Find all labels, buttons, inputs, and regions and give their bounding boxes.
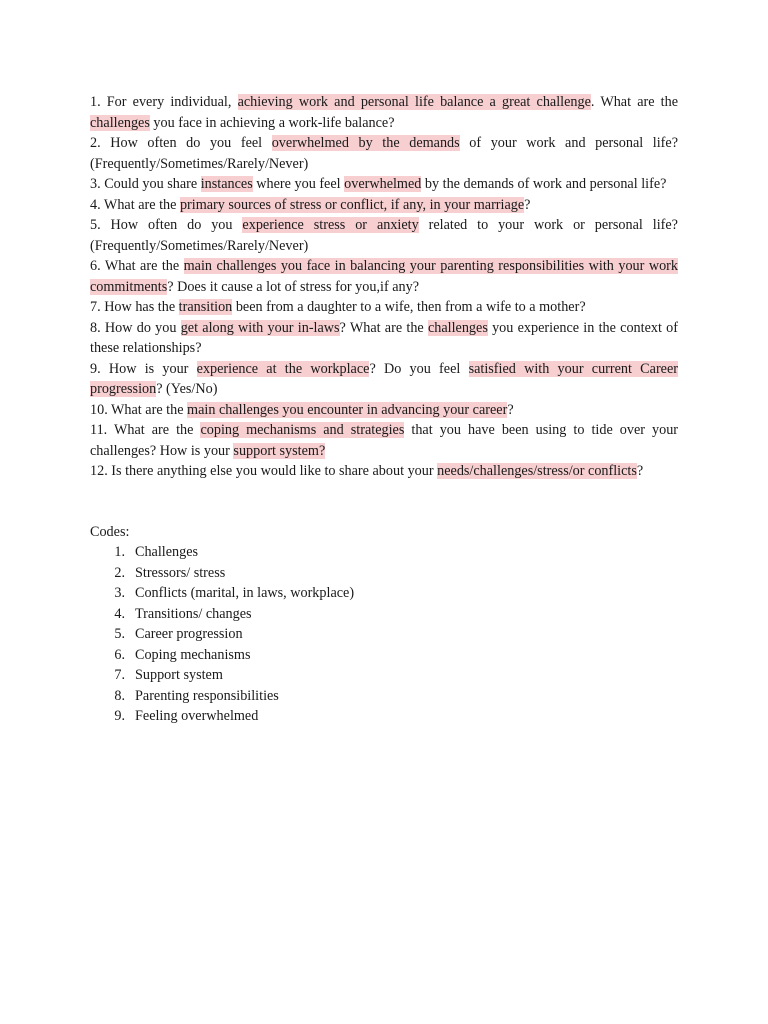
question-text: 7. How has the xyxy=(90,299,179,315)
question-text: 10. What are the xyxy=(90,401,188,418)
code-label: Coping mechanisms xyxy=(135,646,251,663)
highlighted-phrase: overwhelmed by the demands xyxy=(271,135,460,151)
code-number: 5. xyxy=(114,626,125,642)
code-item xyxy=(90,583,678,604)
question-text: ? xyxy=(636,463,644,479)
code-item xyxy=(90,645,678,666)
question-text: 3. Could you share xyxy=(90,176,201,192)
question-text: 11. What are the xyxy=(90,422,201,438)
code-label: Transitions/ changes xyxy=(135,605,252,622)
codes-heading: Codes: xyxy=(90,523,130,540)
code-number: 1. xyxy=(114,544,125,560)
question-text: . What are the xyxy=(590,94,678,110)
question-item xyxy=(90,133,678,174)
highlighted-phrase: experience at the workplace xyxy=(196,360,370,377)
question-text: 12. Is there anything else you would like to share about your xyxy=(90,463,438,479)
code-number: 4. xyxy=(114,605,125,622)
code-item xyxy=(90,563,678,584)
question-text: of your work and personal life? (Frequently/Sometimes/Rarely/Never) xyxy=(90,135,678,172)
question-text: 6. What are the xyxy=(90,258,184,274)
question-text: related to your work or personal life? (Frequently/Sometimes/Rarely/Never) xyxy=(90,217,678,254)
question-text: you face in achieving a work-life balance? xyxy=(149,114,395,131)
document-page xyxy=(90,92,678,727)
code-item xyxy=(90,542,678,563)
question-text: ? What are the xyxy=(339,319,428,336)
question-text: that you have been using to tide over your challenges? How is your xyxy=(90,422,679,459)
code-label: Career progression xyxy=(135,626,243,642)
code-number: 9. xyxy=(114,708,125,724)
code-item xyxy=(90,706,678,727)
question-text: 9. How is your xyxy=(90,360,197,377)
question-item xyxy=(90,174,678,195)
highlighted-phrase: main challenges you face in balancing your parenting responsibilities with your work commitments xyxy=(90,258,678,295)
question-item xyxy=(90,215,678,256)
code-number: 2. xyxy=(114,564,125,581)
highlighted-phrase: satisfied with your current Career progression xyxy=(90,360,678,397)
question-text: where you feel xyxy=(252,176,345,192)
question-text: ? Does it cause a lot of stress for you,if any? xyxy=(167,278,420,295)
highlighted-phrase: experience stress or anxiety xyxy=(242,217,419,233)
highlighted-phrase: support system? xyxy=(233,442,326,459)
question-text: 4. What are the xyxy=(90,196,180,213)
question-item xyxy=(90,420,678,461)
codes-section xyxy=(90,522,678,727)
question-text: by the demands of work and personal life? xyxy=(421,176,667,192)
highlighted-phrase: achieving work and personal life balance a great challenge xyxy=(237,94,591,110)
code-item xyxy=(90,665,678,686)
code-label: Challenges xyxy=(135,544,199,560)
question-text: 5. How often do you xyxy=(90,217,243,233)
highlighted-phrase: challenges xyxy=(90,114,150,131)
question-text: you experience in the context of these relationships? xyxy=(90,319,678,356)
code-label: Parenting responsibilities xyxy=(135,687,279,704)
question-text: ? xyxy=(524,196,531,213)
highlighted-phrase: overwhelmed xyxy=(344,176,422,192)
questions-list xyxy=(90,92,678,482)
question-item xyxy=(90,297,678,318)
question-item xyxy=(90,461,678,482)
question-text: been from a daughter to a wife, then from a wife to a mother? xyxy=(232,299,586,315)
question-item xyxy=(90,359,678,400)
highlighted-phrase: get along with your in-laws xyxy=(180,319,340,336)
highlighted-phrase: primary sources of stress or conflict, if any, in your marriage xyxy=(179,196,525,213)
highlighted-phrase: needs/challenges/stress/or conflicts xyxy=(437,463,637,479)
question-text: 2. How often do you feel xyxy=(90,135,272,151)
code-number: 6. xyxy=(114,646,125,663)
code-item xyxy=(90,624,678,645)
highlighted-phrase: instances xyxy=(200,176,253,192)
code-number: 3. xyxy=(114,585,125,601)
question-item xyxy=(90,256,678,297)
question-text: ? xyxy=(507,401,514,418)
code-label: Stressors/ stress xyxy=(135,564,226,581)
highlighted-phrase: challenges xyxy=(427,319,488,336)
question-item xyxy=(90,318,678,359)
question-text: 8. How do you xyxy=(90,319,181,336)
code-label: Feeling overwhelmed xyxy=(135,708,259,724)
highlighted-phrase: transition xyxy=(178,299,233,315)
code-label: Support system xyxy=(135,667,223,683)
question-text: ? Do you feel xyxy=(369,360,469,377)
code-label: Conflicts (marital, in laws, workplace) xyxy=(135,585,355,601)
question-text: ? (Yes/No) xyxy=(156,381,218,397)
question-item xyxy=(90,92,678,133)
question-item xyxy=(90,400,678,421)
code-number: 7. xyxy=(114,667,125,683)
code-item xyxy=(90,604,678,625)
question-text: 1. For every individual, xyxy=(90,94,238,110)
highlighted-phrase: coping mechanisms and strategies xyxy=(200,422,405,438)
question-item xyxy=(90,195,678,216)
codes-list xyxy=(90,542,678,727)
code-item xyxy=(90,686,678,707)
highlighted-phrase: main challenges you encounter in advancing your career xyxy=(187,401,508,418)
code-number: 8. xyxy=(114,687,125,704)
